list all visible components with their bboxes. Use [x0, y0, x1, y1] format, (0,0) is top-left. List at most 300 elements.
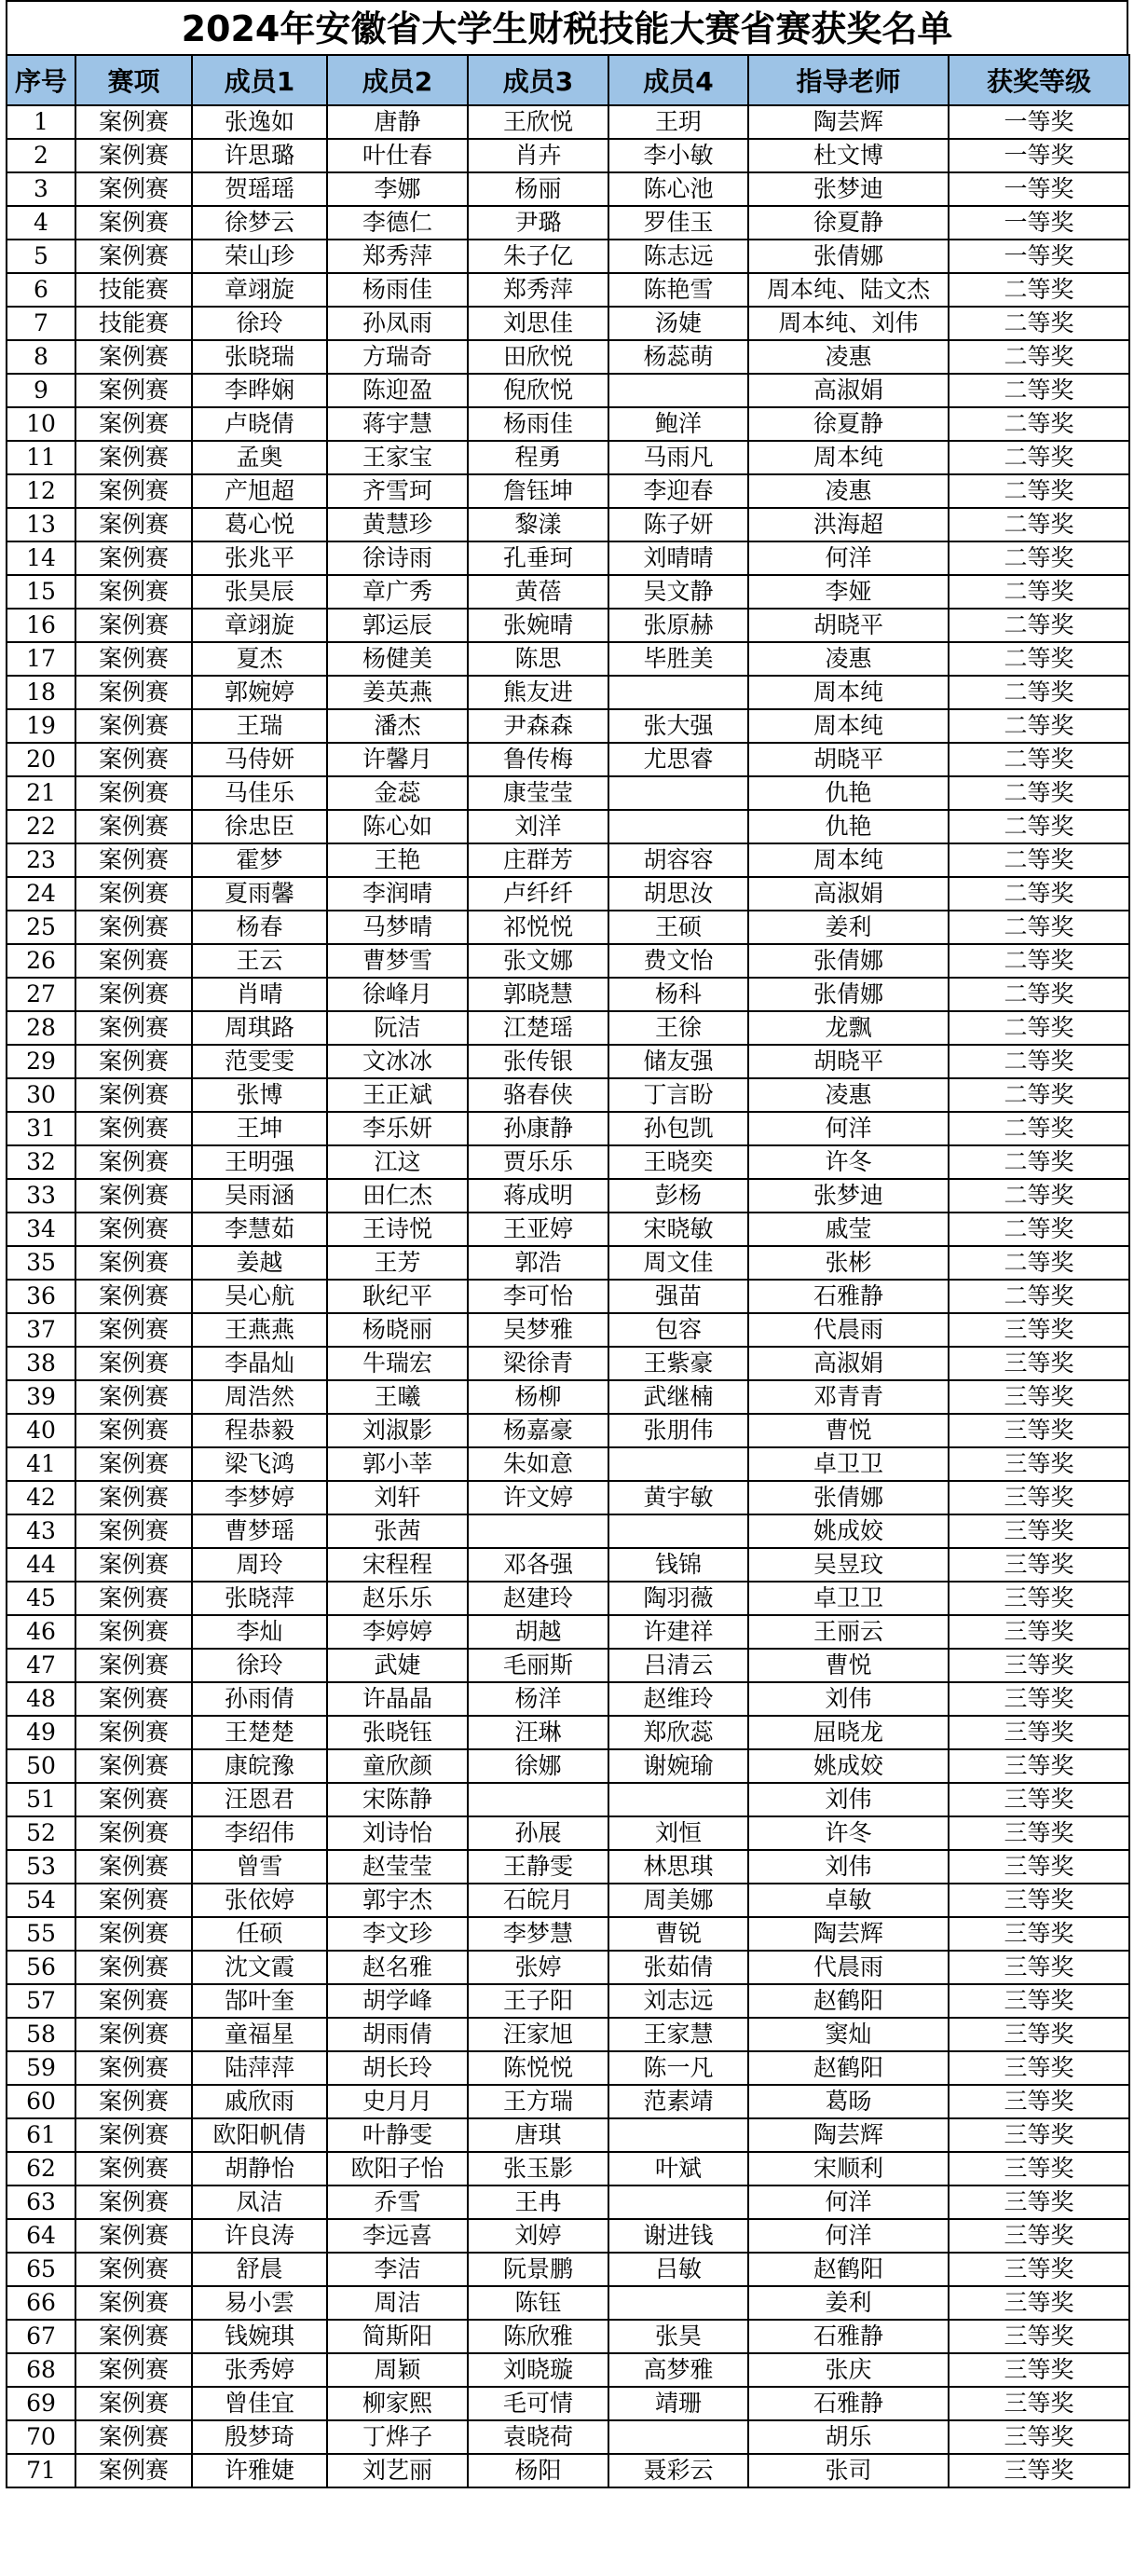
- member-3-cell: 郑秀萍: [468, 273, 608, 307]
- member-3-cell: 肖卉: [468, 139, 608, 172]
- event-cell: 案例赛: [75, 1213, 192, 1246]
- event-cell: 案例赛: [75, 105, 192, 139]
- table-row: [7, 2051, 1129, 2085]
- index-cell: 71: [7, 2454, 75, 2487]
- member-4-cell: 宋晓敏: [608, 1213, 748, 1246]
- member-3-cell: 祁悦悦: [468, 911, 608, 944]
- event-cell: 案例赛: [75, 2454, 192, 2487]
- member-2-cell: 周颖: [327, 2353, 468, 2387]
- member-2-cell: 章广秀: [327, 575, 468, 609]
- member-2-cell: 简斯阳: [327, 2320, 468, 2353]
- advisor-cell: 卓卫卫: [748, 1447, 949, 1481]
- member-1-cell: 葛心悦: [192, 508, 327, 541]
- member-4-cell: 靖珊: [608, 2387, 748, 2420]
- award-level-cell: 二等奖: [949, 441, 1129, 474]
- index-cell: 18: [7, 676, 75, 709]
- table-row: [7, 843, 1129, 877]
- member-1-cell: 孟奥: [192, 441, 327, 474]
- member-1-cell: 张博: [192, 1078, 327, 1112]
- member-4-cell: 钱锦: [608, 1548, 748, 1582]
- event-cell: 案例赛: [75, 2320, 192, 2353]
- event-cell: 案例赛: [75, 978, 192, 1011]
- member-2-cell: 陈迎盈: [327, 374, 468, 407]
- award-level-cell: 一等奖: [949, 139, 1129, 172]
- event-cell: 案例赛: [75, 2118, 192, 2152]
- member-2-cell: 武婕: [327, 1649, 468, 1682]
- member-2-cell: 乔雪: [327, 2185, 468, 2219]
- member-4-cell: 包容: [608, 1313, 748, 1347]
- member-1-cell: 夏雨馨: [192, 877, 327, 911]
- member-4-cell: 李小敏: [608, 139, 748, 172]
- index-cell: 6: [7, 273, 75, 307]
- member-3-cell: 朱如意: [468, 1447, 608, 1481]
- advisor-cell: 姜利: [748, 911, 949, 944]
- advisor-cell: 何洋: [748, 2185, 949, 2219]
- index-cell: 40: [7, 1414, 75, 1447]
- event-cell: 案例赛: [75, 374, 192, 407]
- award-level-cell: 二等奖: [949, 642, 1129, 676]
- award-level-cell: 三等奖: [949, 1447, 1129, 1481]
- member-3-cell: 许文婷: [468, 1481, 608, 1514]
- table-row: [7, 1179, 1129, 1213]
- member-1-cell: 曾佳宜: [192, 2387, 327, 2420]
- award-level-cell: 二等奖: [949, 1078, 1129, 1112]
- index-cell: 65: [7, 2253, 75, 2286]
- member-4-cell: 胡容容: [608, 843, 748, 877]
- table-row: [7, 1917, 1129, 1951]
- event-cell: 案例赛: [75, 1984, 192, 2018]
- event-cell: 案例赛: [75, 541, 192, 575]
- member-4-cell: 王家慧: [608, 2018, 748, 2051]
- member-2-cell: 马梦晴: [327, 911, 468, 944]
- award-list-document: [6, 0, 1128, 2488]
- member-2-cell: 杨雨佳: [327, 273, 468, 307]
- index-cell: 46: [7, 1615, 75, 1649]
- member-2-cell: 徐诗雨: [327, 541, 468, 575]
- award-level-cell: 二等奖: [949, 1179, 1129, 1213]
- table-row: [7, 2286, 1129, 2320]
- index-cell: 42: [7, 1481, 75, 1514]
- table-row: [7, 676, 1129, 709]
- header-member-3: 成员3: [468, 55, 608, 105]
- member-1-cell: 肖晴: [192, 978, 327, 1011]
- index-cell: 62: [7, 2152, 75, 2185]
- member-4-cell: 胡思汝: [608, 877, 748, 911]
- index-cell: 33: [7, 1179, 75, 1213]
- member-2-cell: 郭小莘: [327, 1447, 468, 1481]
- member-4-cell: 许建祥: [608, 1615, 748, 1649]
- advisor-cell: 高淑娟: [748, 374, 949, 407]
- member-1-cell: 胡静怡: [192, 2152, 327, 2185]
- award-level-cell: 三等奖: [949, 2219, 1129, 2253]
- award-table: [6, 54, 1130, 2488]
- advisor-cell: 胡晓平: [748, 743, 949, 776]
- member-4-cell: 王玥: [608, 105, 748, 139]
- award-level-cell: 二等奖: [949, 978, 1129, 1011]
- advisor-cell: 李娅: [748, 575, 949, 609]
- award-level-cell: 三等奖: [949, 1548, 1129, 1582]
- event-cell: 案例赛: [75, 2420, 192, 2454]
- advisor-cell: 许冬: [748, 1816, 949, 1850]
- event-cell: 案例赛: [75, 743, 192, 776]
- advisor-cell: 戚莹: [748, 1213, 949, 1246]
- award-level-cell: 二等奖: [949, 474, 1129, 508]
- award-level-cell: 一等奖: [949, 105, 1129, 139]
- advisor-cell: 周本纯、陆文杰: [748, 273, 949, 307]
- member-1-cell: 许思璐: [192, 139, 327, 172]
- event-cell: 案例赛: [75, 1783, 192, 1816]
- member-1-cell: 李晔娴: [192, 374, 327, 407]
- award-level-cell: 二等奖: [949, 1280, 1129, 1313]
- member-2-cell: 赵名雅: [327, 1951, 468, 1984]
- index-cell: 34: [7, 1213, 75, 1246]
- member-2-cell: 田仁杰: [327, 1179, 468, 1213]
- advisor-cell: 姜利: [748, 2286, 949, 2320]
- award-level-cell: 三等奖: [949, 2387, 1129, 2420]
- award-level-cell: 二等奖: [949, 843, 1129, 877]
- award-level-cell: 一等奖: [949, 206, 1129, 240]
- advisor-cell: 洪海超: [748, 508, 949, 541]
- member-3-cell: 邓各强: [468, 1548, 608, 1582]
- award-level-cell: 三等奖: [949, 2051, 1129, 2085]
- event-cell: 案例赛: [75, 441, 192, 474]
- member-2-cell: 蒋宇慧: [327, 407, 468, 441]
- event-cell: 案例赛: [75, 1078, 192, 1112]
- award-level-cell: 三等奖: [949, 2454, 1129, 2487]
- award-level-cell: 二等奖: [949, 609, 1129, 642]
- index-cell: 19: [7, 709, 75, 743]
- award-level-cell: 二等奖: [949, 541, 1129, 575]
- award-level-cell: 三等奖: [949, 1951, 1129, 1984]
- event-cell: 案例赛: [75, 1917, 192, 1951]
- event-cell: 案例赛: [75, 1749, 192, 1783]
- member-1-cell: 张晓瑞: [192, 340, 327, 374]
- member-1-cell: 范雯雯: [192, 1045, 327, 1078]
- advisor-cell: 王丽云: [748, 1615, 949, 1649]
- member-2-cell: 李乐妍: [327, 1112, 468, 1145]
- member-3-cell: 张玉影: [468, 2152, 608, 2185]
- member-1-cell: 戚欣雨: [192, 2085, 327, 2118]
- advisor-cell: 吴昱玟: [748, 1548, 949, 1582]
- table-row: [7, 2253, 1129, 2286]
- advisor-cell: 高淑娟: [748, 877, 949, 911]
- table-row: [7, 2420, 1129, 2454]
- award-level-cell: 二等奖: [949, 575, 1129, 609]
- event-cell: 案例赛: [75, 676, 192, 709]
- member-4-cell: 杨蕊萌: [608, 340, 748, 374]
- table-row: [7, 2454, 1129, 2487]
- index-cell: 59: [7, 2051, 75, 2085]
- event-cell: 案例赛: [75, 2018, 192, 2051]
- index-cell: 52: [7, 1816, 75, 1850]
- table-row: [7, 1145, 1129, 1179]
- member-1-cell: 产旭超: [192, 474, 327, 508]
- award-level-cell: 三等奖: [949, 1380, 1129, 1414]
- award-level-cell: 三等奖: [949, 1582, 1129, 1615]
- index-cell: 35: [7, 1246, 75, 1280]
- member-3-cell: 王静雯: [468, 1850, 608, 1884]
- advisor-cell: 张倩娜: [748, 978, 949, 1011]
- index-cell: 29: [7, 1045, 75, 1078]
- member-2-cell: 黄慧珍: [327, 508, 468, 541]
- table-row: [7, 2018, 1129, 2051]
- member-1-cell: 许雅婕: [192, 2454, 327, 2487]
- table-row: [7, 2185, 1129, 2219]
- index-cell: 54: [7, 1884, 75, 1917]
- table-row: [7, 206, 1129, 240]
- table-row: [7, 1481, 1129, 1514]
- index-cell: 24: [7, 877, 75, 911]
- advisor-cell: 曹悦: [748, 1414, 949, 1447]
- member-1-cell: 钱婉琪: [192, 2320, 327, 2353]
- award-level-cell: 二等奖: [949, 1213, 1129, 1246]
- member-3-cell: 蒋成明: [468, 1179, 608, 1213]
- index-cell: 49: [7, 1716, 75, 1749]
- table-row: [7, 2387, 1129, 2420]
- table-row: [7, 1280, 1129, 1313]
- member-2-cell: 王正斌: [327, 1078, 468, 1112]
- member-1-cell: 李灿: [192, 1615, 327, 1649]
- award-level-cell: 二等奖: [949, 743, 1129, 776]
- index-cell: 7: [7, 307, 75, 340]
- index-cell: 67: [7, 2320, 75, 2353]
- advisor-cell: 陶芸辉: [748, 2118, 949, 2152]
- index-cell: 53: [7, 1850, 75, 1884]
- index-cell: 5: [7, 240, 75, 273]
- member-3-cell: 吴梦雅: [468, 1313, 608, 1347]
- member-3-cell: 汪琳: [468, 1716, 608, 1749]
- member-1-cell: 霍梦: [192, 843, 327, 877]
- member-1-cell: 王云: [192, 944, 327, 978]
- event-cell: 案例赛: [75, 2387, 192, 2420]
- member-2-cell: 胡雨倩: [327, 2018, 468, 2051]
- award-level-cell: 三等奖: [949, 2185, 1129, 2219]
- member-1-cell: 任硕: [192, 1917, 327, 1951]
- member-3-cell: 尹璐: [468, 206, 608, 240]
- award-level-cell: 一等奖: [949, 172, 1129, 206]
- event-cell: 案例赛: [75, 1112, 192, 1145]
- member-1-cell: 易小雲: [192, 2286, 327, 2320]
- member-3-cell: 陈思: [468, 642, 608, 676]
- event-cell: 案例赛: [75, 944, 192, 978]
- member-4-cell: 李迎春: [608, 474, 748, 508]
- index-cell: 8: [7, 340, 75, 374]
- index-cell: 15: [7, 575, 75, 609]
- table-row: [7, 2219, 1129, 2253]
- member-4-cell: 罗佳玉: [608, 206, 748, 240]
- member-4-cell: 吴文静: [608, 575, 748, 609]
- member-2-cell: 李德仁: [327, 206, 468, 240]
- award-level-cell: 二等奖: [949, 810, 1129, 843]
- member-2-cell: 耿纪平: [327, 1280, 468, 1313]
- award-level-cell: 二等奖: [949, 340, 1129, 374]
- table-row: [7, 1313, 1129, 1347]
- advisor-cell: 胡晓平: [748, 609, 949, 642]
- member-4-cell: 武继楠: [608, 1380, 748, 1414]
- index-cell: 47: [7, 1649, 75, 1682]
- table-row: [7, 1246, 1129, 1280]
- advisor-cell: 徐夏静: [748, 206, 949, 240]
- event-cell: 技能赛: [75, 273, 192, 307]
- table-row: [7, 541, 1129, 575]
- award-level-cell: 二等奖: [949, 307, 1129, 340]
- award-level-cell: 三等奖: [949, 2320, 1129, 2353]
- member-1-cell: 王坤: [192, 1112, 327, 1145]
- event-cell: 案例赛: [75, 240, 192, 273]
- advisor-cell: 邓青青: [748, 1380, 949, 1414]
- member-3-cell: 杨柳: [468, 1380, 608, 1414]
- member-2-cell: 赵乐乐: [327, 1582, 468, 1615]
- member-3-cell: 王子阳: [468, 1984, 608, 2018]
- member-2-cell: 王家宝: [327, 441, 468, 474]
- award-level-cell: 三等奖: [949, 1514, 1129, 1548]
- award-level-cell: 一等奖: [949, 240, 1129, 273]
- member-4-cell: 陈心池: [608, 172, 748, 206]
- member-4-cell: 谢进钱: [608, 2219, 748, 2253]
- advisor-cell: 刘伟: [748, 1850, 949, 1884]
- index-cell: 17: [7, 642, 75, 676]
- index-cell: 32: [7, 1145, 75, 1179]
- member-2-cell: 牛瑞宏: [327, 1347, 468, 1380]
- member-4-cell: 吕敏: [608, 2253, 748, 2286]
- member-4-cell: 赵维玲: [608, 1682, 748, 1716]
- member-3-cell: 杨阳: [468, 2454, 608, 2487]
- member-4-cell: 王紫豪: [608, 1347, 748, 1380]
- advisor-cell: 周本纯: [748, 843, 949, 877]
- member-2-cell: 史月月: [327, 2085, 468, 2118]
- table-row: [7, 172, 1129, 206]
- member-2-cell: 齐雪珂: [327, 474, 468, 508]
- advisor-cell: 仇艳: [748, 810, 949, 843]
- member-3-cell: 刘婷: [468, 2219, 608, 2253]
- event-cell: 案例赛: [75, 340, 192, 374]
- member-3-cell: 熊友进: [468, 676, 608, 709]
- member-3-cell: 张婉晴: [468, 609, 608, 642]
- advisor-cell: 石雅静: [748, 2320, 949, 2353]
- member-2-cell: 王芳: [327, 1246, 468, 1280]
- table-row: [7, 374, 1129, 407]
- member-4-cell: 丁言盼: [608, 1078, 748, 1112]
- advisor-cell: 赵鹤阳: [748, 1984, 949, 2018]
- member-2-cell: 孙凤雨: [327, 307, 468, 340]
- table-row: [7, 1682, 1129, 1716]
- event-cell: 案例赛: [75, 1682, 192, 1716]
- member-4-cell: 刘恒: [608, 1816, 748, 1850]
- member-1-cell: 杨春: [192, 911, 327, 944]
- table-row: [7, 1213, 1129, 1246]
- event-cell: 案例赛: [75, 2286, 192, 2320]
- table-row: [7, 944, 1129, 978]
- member-4-cell: [608, 2185, 748, 2219]
- member-1-cell: 李慧茹: [192, 1213, 327, 1246]
- advisor-cell: 陶芸辉: [748, 105, 949, 139]
- member-2-cell: 张茜: [327, 1514, 468, 1548]
- member-2-cell: 周洁: [327, 2286, 468, 2320]
- advisor-cell: 周本纯: [748, 441, 949, 474]
- advisor-cell: 石雅静: [748, 2387, 949, 2420]
- member-2-cell: 许馨月: [327, 743, 468, 776]
- award-level-cell: 三等奖: [949, 1749, 1129, 1783]
- member-2-cell: 杨健美: [327, 642, 468, 676]
- member-1-cell: 沈文霞: [192, 1951, 327, 1984]
- advisor-cell: 胡晓平: [748, 1045, 949, 1078]
- index-cell: 58: [7, 2018, 75, 2051]
- member-2-cell: 叶静雯: [327, 2118, 468, 2152]
- member-3-cell: 张婷: [468, 1951, 608, 1984]
- member-4-cell: 王硕: [608, 911, 748, 944]
- member-3-cell: 贾乐乐: [468, 1145, 608, 1179]
- index-cell: 64: [7, 2219, 75, 2253]
- member-2-cell: 陈心如: [327, 810, 468, 843]
- award-level-cell: 三等奖: [949, 1481, 1129, 1514]
- advisor-cell: 张庆: [748, 2353, 949, 2387]
- advisor-cell: 石雅静: [748, 1280, 949, 1313]
- award-level-cell: 二等奖: [949, 508, 1129, 541]
- member-1-cell: 王瑞: [192, 709, 327, 743]
- table-row: [7, 1783, 1129, 1816]
- index-cell: 30: [7, 1078, 75, 1112]
- advisor-cell: 徐夏静: [748, 407, 949, 441]
- member-4-cell: 鲍洋: [608, 407, 748, 441]
- table-row: [7, 1816, 1129, 1850]
- table-row: [7, 877, 1129, 911]
- event-cell: 案例赛: [75, 474, 192, 508]
- advisor-cell: 代晨雨: [748, 1313, 949, 1347]
- member-1-cell: 章翊旋: [192, 609, 327, 642]
- index-cell: 38: [7, 1347, 75, 1380]
- member-2-cell: 李婷婷: [327, 1615, 468, 1649]
- index-cell: 37: [7, 1313, 75, 1347]
- index-cell: 43: [7, 1514, 75, 1548]
- advisor-cell: 高淑娟: [748, 1347, 949, 1380]
- member-1-cell: 徐梦云: [192, 206, 327, 240]
- member-3-cell: 黄蓓: [468, 575, 608, 609]
- event-cell: 案例赛: [75, 1045, 192, 1078]
- member-1-cell: 许良涛: [192, 2219, 327, 2253]
- member-4-cell: 强苗: [608, 1280, 748, 1313]
- advisor-cell: 杜文博: [748, 139, 949, 172]
- event-cell: 案例赛: [75, 1716, 192, 1749]
- award-level-cell: 三等奖: [949, 2286, 1129, 2320]
- member-4-cell: 刘志远: [608, 1984, 748, 2018]
- member-4-cell: 张昊: [608, 2320, 748, 2353]
- member-1-cell: 徐忠臣: [192, 810, 327, 843]
- member-4-cell: 王晓奕: [608, 1145, 748, 1179]
- table-row: [7, 776, 1129, 810]
- member-3-cell: 张传银: [468, 1045, 608, 1078]
- table-row: [7, 105, 1129, 139]
- member-4-cell: 周文佳: [608, 1246, 748, 1280]
- member-4-cell: 尤思睿: [608, 743, 748, 776]
- event-cell: 案例赛: [75, 1280, 192, 1313]
- header-member-4: 成员4: [608, 55, 748, 105]
- advisor-cell: 张梦迪: [748, 1179, 949, 1213]
- table-row: [7, 1749, 1129, 1783]
- index-cell: 9: [7, 374, 75, 407]
- member-1-cell: 夏杰: [192, 642, 327, 676]
- event-cell: 案例赛: [75, 206, 192, 240]
- table-row: [7, 2353, 1129, 2387]
- member-1-cell: 吴心航: [192, 1280, 327, 1313]
- table-row: [7, 441, 1129, 474]
- table-row: [7, 1045, 1129, 1078]
- member-3-cell: 刘洋: [468, 810, 608, 843]
- index-cell: 44: [7, 1548, 75, 1582]
- member-2-cell: 童欣颜: [327, 1749, 468, 1783]
- event-cell: 案例赛: [75, 2353, 192, 2387]
- member-3-cell: 王亚婷: [468, 1213, 608, 1246]
- member-2-cell: 刘淑影: [327, 1414, 468, 1447]
